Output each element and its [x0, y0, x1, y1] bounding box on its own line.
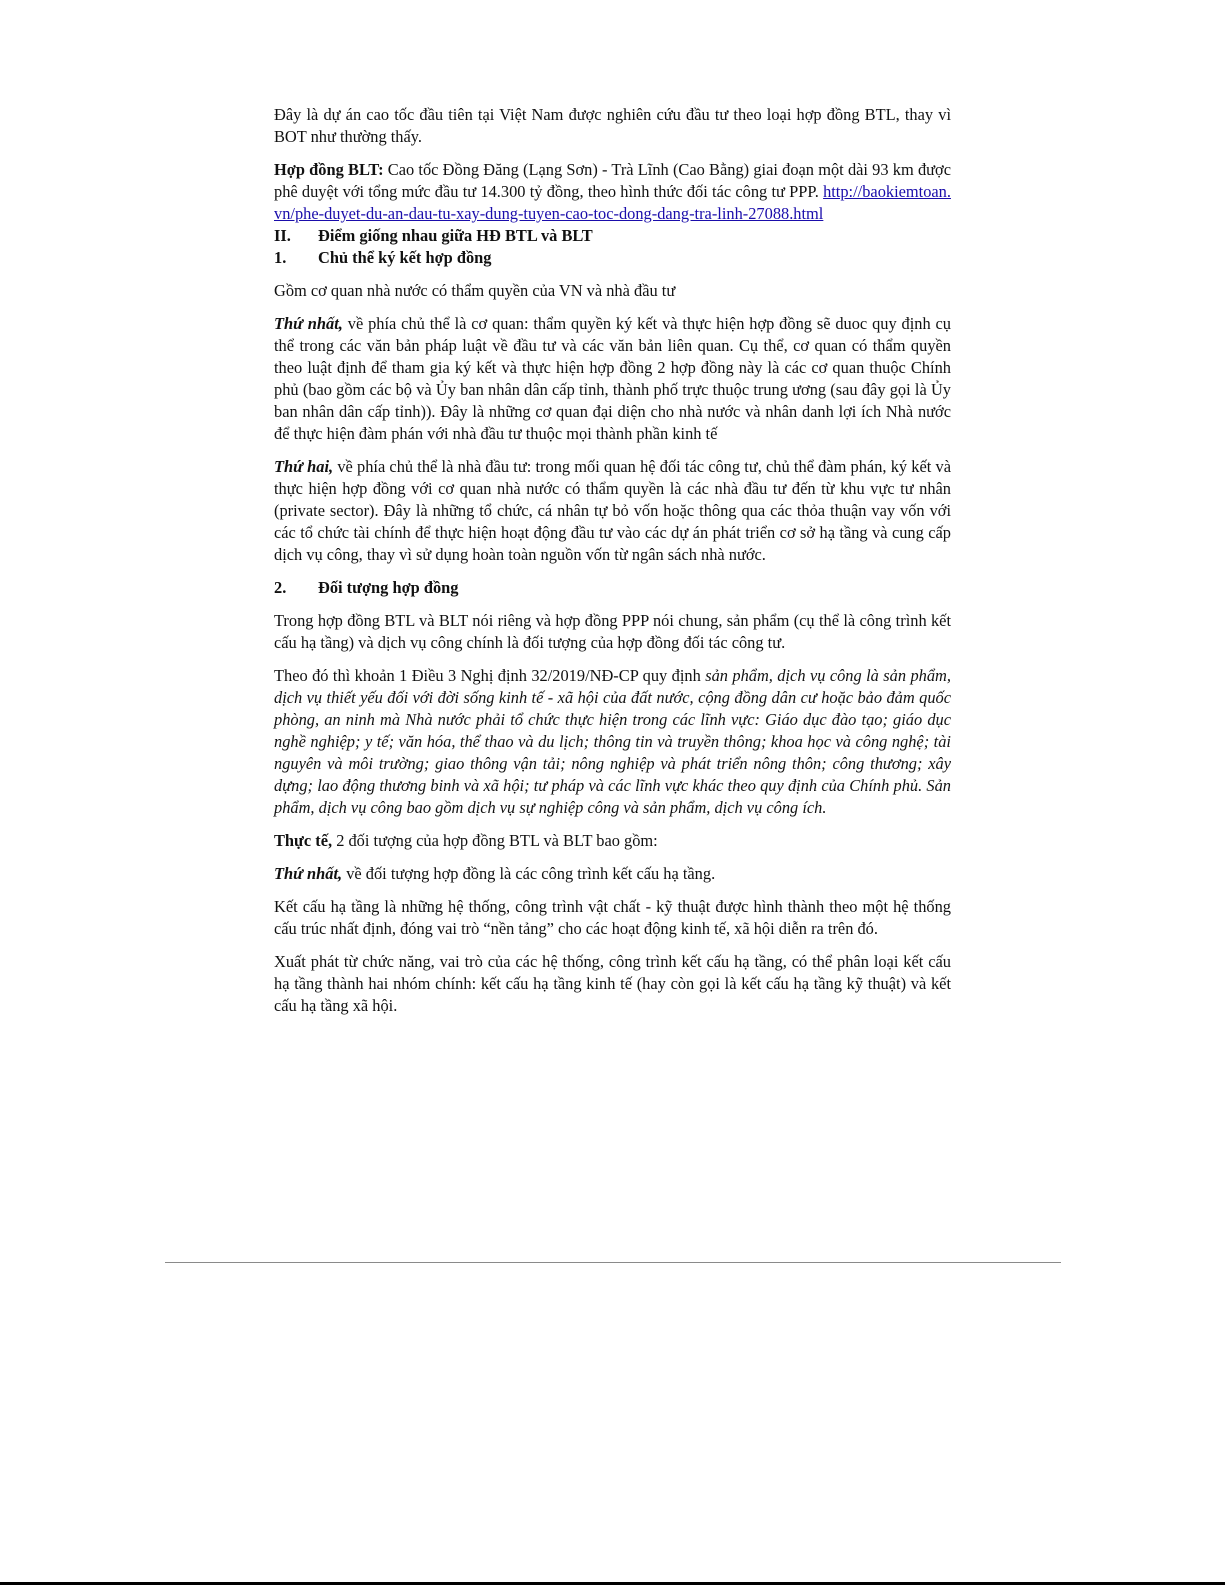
subsection-heading-2 — [274, 577, 951, 599]
subsection-title: Đối tượng hợp đồng — [318, 578, 459, 597]
paragraph-parties: Gồm cơ quan nhà nước có thẩm quyền của VN và nhà đầu tư — [274, 281, 676, 300]
quote-decree: sản phẩm, dịch vụ công là sản phẩm, dịch vụ thiết yếu đối với đời sống kinh tế - xã hội của đất nước, cộng đồng dân cư hoặc bảo đảm quốc phòng, an ninh mà Nhà nước phải tổ chức thực hiện trong các lĩnh vực: Giáo dục đào tạo; giáo dục nghề nghiệp; y tế; văn hóa, thể thao và du lịch; thông tin và truyền thông; khoa học và công nghệ; tài nguyên và môi trường; giao thông vận tải; nông nghiệp và phát triển nông thôn; công thương; xây dựng; lao động thương binh và xã hội; tư pháp và các lĩnh vực khác theo quy định của Chính phủ. Sản phẩm, dịch vụ công bao gồm dịch vụ sự nghiệp công và sản phẩm, dịch vụ công ích. — [274, 666, 951, 817]
paragraph-blt-contract — [274, 159, 951, 225]
lead-second: Thứ hai, — [274, 457, 334, 476]
text-blt-contract: Cao tốc Đồng Đăng (Lạng Sơn) - Trà Lĩnh (Cao Bằng) giai đoạn một dài 93 km được phê duyệt với tổng mức đầu tư 14.300 tỷ đồng, theo hình thức đối tác công tư PPP. — [274, 160, 951, 201]
paragraph-contract-object: Trong hợp đồng BTL và BLT nói riêng và hợp đồng PPP nói chung, sản phẩm (cụ thể là công trình kết cấu hạ tầng) và dịch vụ công chính là đối tượng của hợp đồng đối tác công tư. — [274, 611, 951, 652]
section-heading-ii — [274, 225, 951, 247]
paragraph-in-fact — [274, 830, 951, 852]
paragraph-decree — [274, 665, 951, 819]
lead-first: Thứ nhất, — [274, 314, 343, 333]
text-decree: Theo đó thì khoản 1 Điều 3 Nghị định 32/2019/NĐ-CP quy định — [274, 666, 706, 685]
lead-in-fact: Thực tế, — [274, 831, 333, 850]
document-page — [274, 104, 951, 1028]
text-second: về phía chủ thể là nhà đầu tư: trong mối quan hệ đối tác công tư, chủ thể đàm phán, ký kết và thực hiện hợp đồng với cơ quan nhà nước có thẩm quyền là các nhà đầu tư đến từ khu vực tư nhân (private sector). Đây là những tổ chức, cá nhân tự bỏ vốn hoặc thông qua các thỏa thuận vay vốn với các tổ chức tài chính để thực hiện hoạt động đầu tư vào các dự án phát triển cơ sở hạ tầng và cung cấp dịch vụ công, thay vì sử dụng hoàn toàn nguồn vốn từ ngân sách nhà nước. — [274, 457, 951, 564]
subsection-number: 2. — [274, 578, 287, 597]
paragraph-infrastructure: Kết cấu hạ tầng là những hệ thống, công trình vật chất - kỹ thuật được hình thành theo một hệ thống cấu trúc nhất định, đóng vai trò “nền tảng” cho các hoạt động kinh tế, xã hội diễn ra trên đó. — [274, 897, 951, 938]
paragraph-first-object — [274, 863, 951, 885]
paragraph-first-authority — [274, 313, 951, 445]
paragraph-intro: Đây là dự án cao tốc đầu tiên tại Việt Nam được nghiên cứu đầu tư theo loại hợp đồng BTL, thay vì BOT như thường thấy. — [274, 105, 951, 146]
text-in-fact: 2 đối tượng của hợp đồng BTL và BLT bao gồm: — [332, 831, 658, 850]
section-number: II. — [274, 226, 291, 245]
text-first: về phía chủ thể là cơ quan: thẩm quyền ký kết và thực hiện hợp đồng sẽ duoc quy định cụ thể trong các văn bản pháp luật về đầu tư và các văn bản liên quan. Cụ thể, cơ quan có thẩm quyền theo luật định để tham gia ký kết và thực hiện hợp đồng 2 hợp đồng này là các cơ quan thuộc Chính phủ (bao gồm các bộ và Ủy ban nhân dân cấp tỉnh, thành phố trực thuộc trung ương (sau đây gọi là Ủy ban nhân dân cấp tỉnh)). Đây là những cơ quan đại diện cho nhà nước và nhân danh lợi ích Nhà nước để thực hiện đàm phán với nhà đầu tư thuộc mọi thành phần kinh tế — [274, 314, 951, 443]
section-title: Điểm giống nhau giữa HĐ BTL và BLT — [318, 226, 593, 245]
source-link[interactable]: http://baokiemtoan.vn/phe-duyet-du-an-dau-tu-xay-dung-tuyen-cao-toc-dong-dang-tra-linh-27088.html — [274, 182, 951, 223]
subsection-heading-1 — [274, 247, 951, 269]
text-first-object: về đối tượng hợp đồng là các công trình kết cấu hạ tầng. — [342, 864, 716, 883]
paragraph-second-investor — [274, 456, 951, 566]
paragraph-classification: Xuất phát từ chức năng, vai trò của các hệ thống, công trình kết cấu hạ tầng, có thể phân loại kết cấu hạ tầng thành hai nhóm chính: kết cấu hạ tầng kinh tế (hay còn gọi là kết cấu hạ tầng kỹ thuật) và kết cấu hạ tầng xã hội. — [274, 952, 951, 1015]
lead-blt-contract: Hợp đồng BLT: — [274, 160, 384, 179]
lead-first-object: Thứ nhất, — [274, 864, 343, 883]
subsection-number: 1. — [274, 248, 287, 267]
footer-divider — [165, 1262, 1061, 1263]
subsection-title: Chủ thể ký kết hợp đồng — [318, 248, 492, 267]
